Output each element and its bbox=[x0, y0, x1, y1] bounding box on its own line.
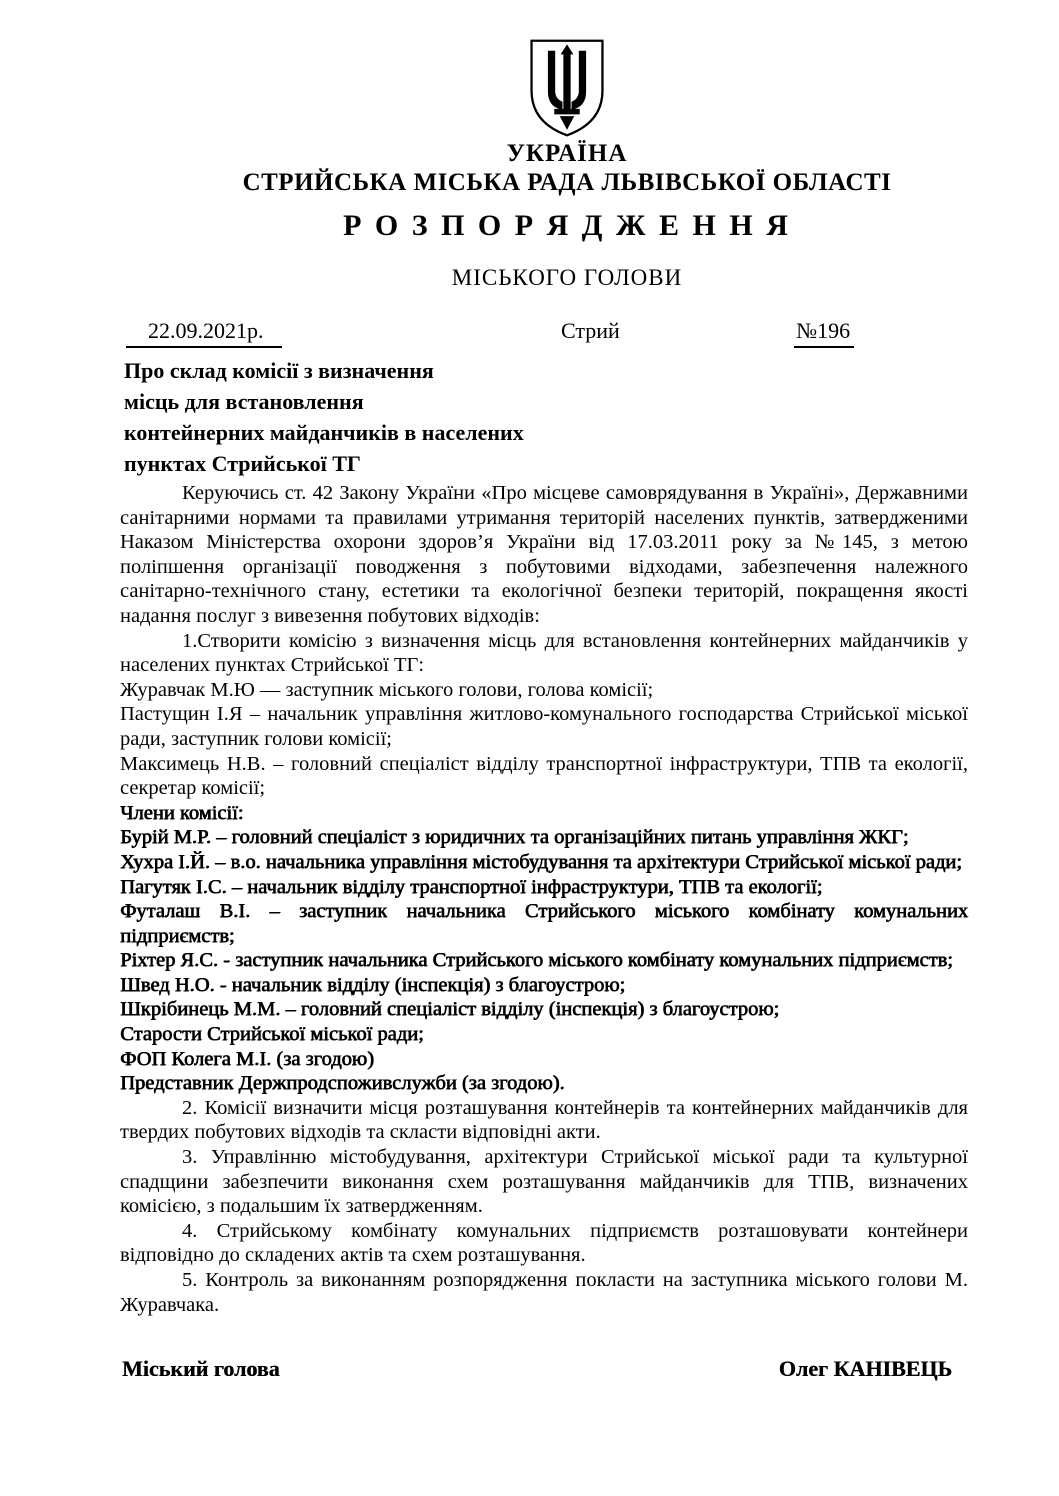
organization-title: СТРИЙСЬКА МІСЬКА РАДА ЛЬВІВСЬКОЇ ОБЛАСТІ bbox=[242, 169, 892, 196]
body-paragraph: 2. Комісії визначити місця розташування контейнерів та контейнерних майданчиків для твердих побутових відходів та скласти відповідні акти. bbox=[120, 1096, 968, 1144]
body-paragraph: Бурій М.Р. – головний спеціаліст з юридичних та організаційних питань управління ЖКГ; bbox=[120, 826, 909, 849]
body-paragraph: Представник Держпродспоживслужби (за згодою). bbox=[120, 1072, 565, 1095]
body-paragraph: Журавчак М.Ю — заступник міського голови, голова комісії; bbox=[120, 678, 654, 701]
body-paragraph: Швед Н.О. - начальник відділу (інспекція) з благоустрою; bbox=[120, 973, 626, 996]
body-paragraph: Члени комісії: bbox=[120, 801, 244, 824]
document-number: №196 bbox=[794, 318, 854, 348]
document-date: 22.09.2021р. bbox=[126, 318, 282, 348]
body-paragraph: 4. Стрийському комбінату комунальних підприємств розташовувати контейнери відповідно до складених актів та схем розташування. bbox=[120, 1219, 968, 1267]
document-author-title: МІСЬКОГО ГОЛОВИ bbox=[451, 265, 683, 290]
subject-line: місць для встановлення bbox=[124, 389, 364, 414]
body-paragraph: Старости Стрийської міської ради; bbox=[120, 1023, 424, 1046]
ukraine-trident-emblem bbox=[142, 38, 992, 138]
document-subject bbox=[124, 355, 744, 479]
body-paragraph: 5. Контроль за виконанням розпорядження покласти на заступника міського голови М. Журавчака. bbox=[120, 1269, 968, 1316]
body-paragraph: 1.Створити комісію з визначення місць для встановлення контейнерних майданчиків у населених пунктах Стрийської ТГ: bbox=[120, 629, 968, 677]
subject-line: пунктах Стрийської ТГ bbox=[124, 451, 361, 476]
document-place: Стрий bbox=[560, 318, 620, 343]
signer-position: Міський голова bbox=[122, 1356, 280, 1381]
body-paragraph: Футалаш В.І. – заступник начальника Стрийського міського комбінату комунальних підприємств; bbox=[120, 900, 968, 947]
body-paragraph: Ріхтер Я.С. - заступник начальника Стрийського міського комбінату комунальних підприємств; bbox=[120, 949, 953, 972]
document-meta-row bbox=[120, 318, 968, 348]
body-paragraph: Пагутяк І.С. – начальник відділу транспортної інфраструктури, ТПВ та екології; bbox=[120, 875, 823, 898]
subject-line: Про склад комісії з визначення bbox=[124, 358, 434, 383]
subject-line: контейнерних майданчиків в населених bbox=[124, 420, 524, 445]
body-paragraph: Максимець Н.В. – головний спеціаліст відділу транспортної інфраструктури, ТПВ та екології, секретар комісії; bbox=[120, 752, 968, 800]
body-paragraph: Керуючись ст. 42 Закону України «Про місцеве самоврядування в Україні», Державними санітарними нормами та правилами утримання територій населених пунктів, затвердженими Наказом Міністерства охорони здоров’я України від 17.03.2011 року за №145, з метою поліпшення організації поводження з побутовими відходами, забезпечення належного санітарно-технічного стану, естетики та екологічної безпеки територій, покращення якості надання послуг з вивезення побутових відходів: bbox=[120, 482, 968, 627]
signer-name: Олег КАНІВЕЦЬ bbox=[778, 1356, 952, 1381]
document-type-title: Р О З П О Р Я Д Ж Е Н Н Я bbox=[343, 209, 791, 242]
body-paragraph: Пастущин І.Я – начальник управління житлово-комунального господарства Стрийської міської ради, заступник голови комісії; bbox=[120, 703, 968, 750]
signature-row bbox=[122, 1356, 952, 1382]
letterhead bbox=[142, 0, 992, 291]
body-paragraph: 3. Управлінню містобудування, архітектури Стрийської міської ради та культурної спадщини забезпечити виконання схем розташування майданчиків для ТПВ, визначених комісією, з подальшим їх затвердженням. bbox=[120, 1146, 968, 1218]
body-paragraph: Шкрібинець М.М. – головний спеціаліст відділу (інспекція) з благоустрою; bbox=[120, 998, 780, 1021]
body-paragraph: Хухра І.Й. – в.о. начальника управління містобудування та архітектури Стрийської міської ради; bbox=[120, 850, 962, 873]
country-title: УКРАЇНА bbox=[506, 140, 628, 167]
body-paragraph: ФОП Колега М.І. (за згодою) bbox=[120, 1047, 374, 1070]
document-body bbox=[120, 481, 968, 1317]
